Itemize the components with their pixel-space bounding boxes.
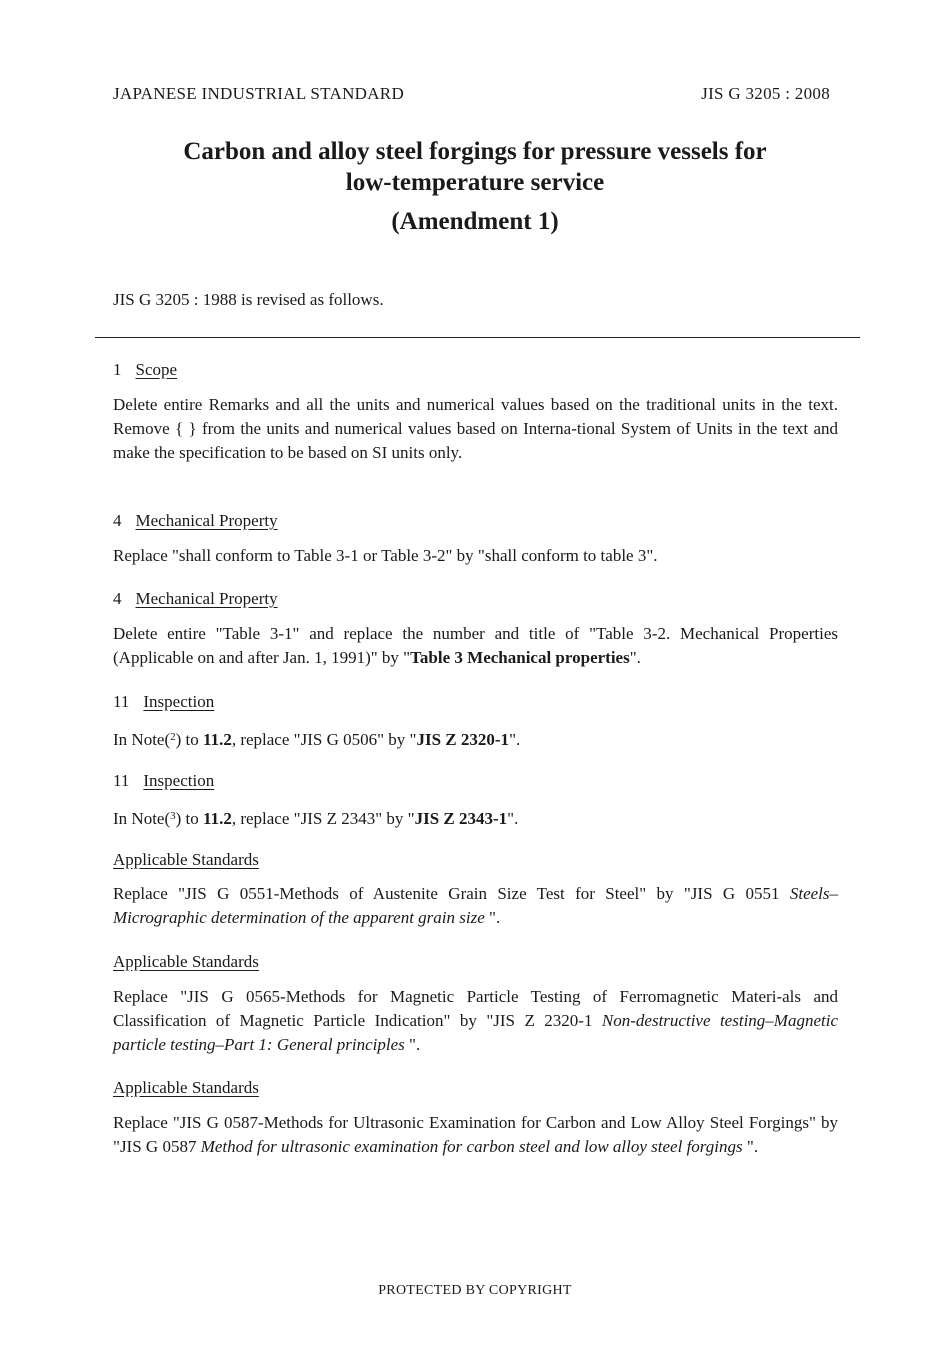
note-superscript: 2 [170,731,176,743]
text-run: ". [629,648,641,667]
section-title: Applicable Standards [113,850,259,869]
copyright-footer: PROTECTED BY COPYRIGHT [378,1283,572,1298]
text-run: Replace "JIS G 0565-Methods for Magnetic Particle Testing of Ferromagnetic Materi-als and Classification of Magnetic Particle Indication" by "JIS Z 2320-1 [113,987,838,1030]
note-superscript: 3 [170,810,176,822]
text-run: , replace "JIS Z 2343" by " [231,809,415,828]
section-number: 1 [113,360,122,379]
text-run: ) to [175,730,204,749]
section-heading [113,360,177,380]
text-run: In Note( [113,809,171,828]
standard-title-italic: Method for ultrasonic examination for carbon steel and low alloy steel forgings [200,1137,743,1156]
text-run: ". [509,730,521,749]
standard-title-italic: Non-destructive testing–Magnetic particle testing–Part 1: General principles [113,1011,838,1054]
section-heading [113,952,259,972]
new-standard-ref: JIS Z 2343-1 [414,809,508,828]
section-heading [113,771,214,791]
document-title-line-1: Carbon and alloy steel forgings for pressure vessels for [183,138,767,165]
divider-rule [95,337,860,338]
standard-title-italic: Steels–Micrographic determination of the apparent grain size [113,884,838,927]
section-title: Inspection [143,692,215,711]
section-heading [113,511,278,531]
section-heading [113,850,259,870]
section-text [113,804,838,831]
section-text [113,622,838,670]
section-title: Applicable Standards [113,1078,259,1097]
section-text [113,1111,838,1159]
document-title-amendment: (Amendment 1) [391,208,559,235]
text-run: ". [507,809,519,828]
text-run: Delete entire "Table 3-1" and replace the number and title of "Table 3-2. Mechanical Properties (Applicable on and after Jan. 1, 1991)" by " [113,624,838,667]
section-text: Delete entire Remarks and all the units and numerical values based on the traditional units in the text. Remove { } from the units and numerical values based on Interna-tional System of Units in the text and make the specification to be based on SI units only. [113,395,838,462]
clause-reference: 11.2 [203,809,232,828]
section-text: Replace "shall conform to Table 3-1 or Table 3-2" by "shall conform to table 3". [113,546,658,565]
section-title: Inspection [143,771,215,790]
section-title: Mechanical Property [135,511,278,530]
section-heading [113,1078,259,1098]
text-run: ". [742,1137,759,1156]
section-title: Mechanical Property [135,589,278,608]
new-title-run: Table 3 Mechanical properties [410,648,630,667]
section-number: 11 [113,692,130,711]
section-text [113,985,838,1057]
new-standard-ref: JIS Z 2320-1 [416,730,510,749]
revision-note: JIS G 3205 : 1988 is revised as follows. [113,290,384,309]
clause-reference: 11.2 [203,730,232,749]
text-run: Replace "JIS G 0551-Methods of Austenite Grain Size Test for Steel" by "JIS G 0551 [113,884,790,903]
text-run: In Note( [113,730,171,749]
standard-number: JIS G 3205 : 2008 [701,84,830,103]
section-heading [113,589,278,609]
standard-label: JAPANESE INDUSTRIAL STANDARD [113,84,405,103]
section-text [113,882,838,930]
text-run: , replace "JIS G 0506" by " [231,730,417,749]
section-text [113,725,838,752]
text-run: ) to [175,809,204,828]
section-title: Scope [135,360,178,379]
text-run: ". [404,1035,421,1054]
document-title-line-2: low-temperature service [345,169,605,196]
section-number: 4 [113,589,122,608]
section-number: 11 [113,771,130,790]
section-title: Applicable Standards [113,952,259,971]
section-heading [113,692,214,712]
section-number: 4 [113,511,122,530]
text-run: ". [484,908,501,927]
text-run: Replace "JIS G 0587-Methods for Ultrasonic Examination for Carbon and Low Alloy Steel Forgings" by "JIS G 0587 [113,1113,838,1156]
